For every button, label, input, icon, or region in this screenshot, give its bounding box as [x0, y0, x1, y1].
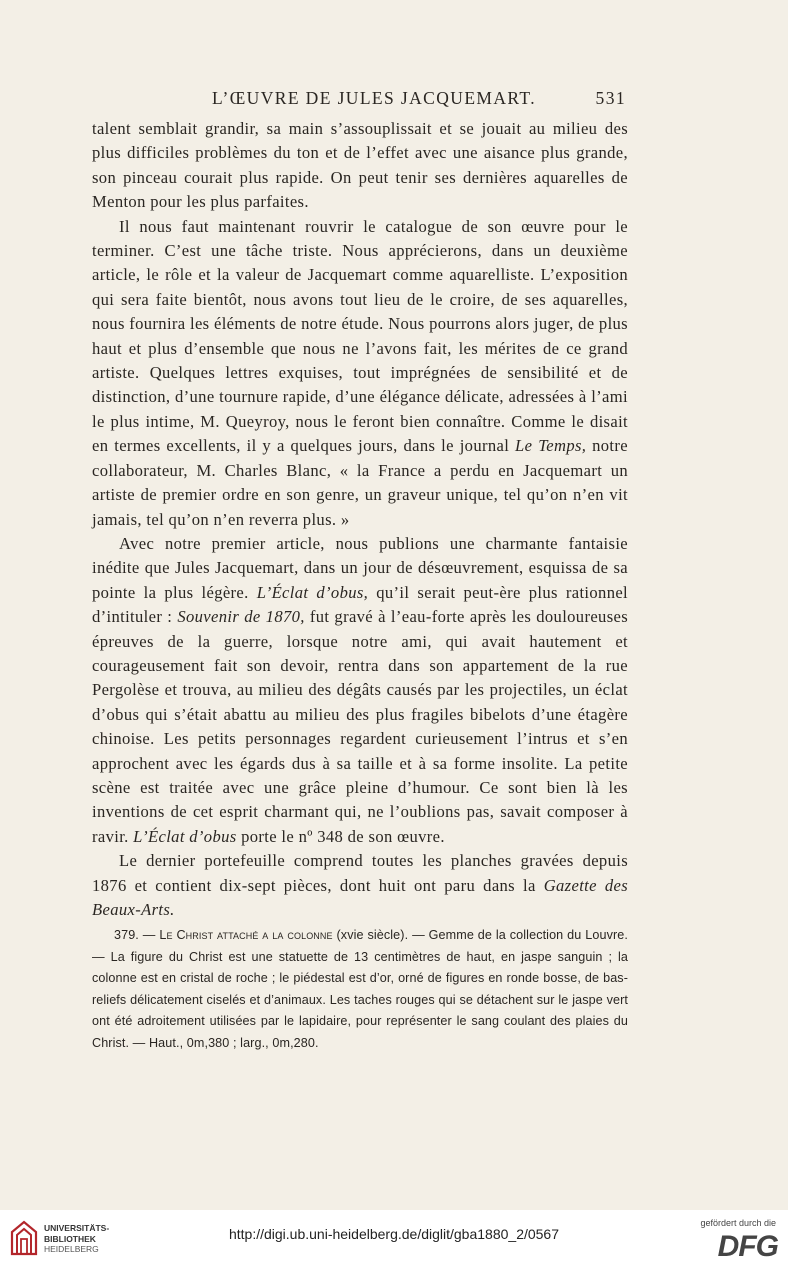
gazette-title: Gazette des Beaux-Arts. [92, 875, 629, 919]
footnote [92, 925, 628, 1055]
running-title: L’ŒUVRE DE JULES JACQUEMART. [212, 88, 536, 108]
body-text [92, 117, 628, 922]
dfg-logo[interactable]: DFG [717, 1230, 778, 1263]
permalink-url[interactable]: http://digi.ub.uni-heidelberg.de/diglit/gba1880_2/0567 [228, 1226, 560, 1242]
journal-title: Le Temps, [515, 436, 587, 456]
sponsor-label: gefördert durch die [700, 1218, 776, 1228]
footnote-title: Le Christ attaché a la colonne [159, 928, 333, 942]
library-name[interactable]: UNIVERSITÄTS- BIBLIOTHEK HEIDELBERG [44, 1223, 110, 1254]
paragraph-4: Le dernier portefeuille comprend toutes les planches gravées depuis 1876 et contient dix-sept pièces, dont huit ont paru dans la Gazette des Beaux-Arts. [92, 851, 629, 919]
page-header [92, 88, 628, 114]
artwork-title-repeat: L’Éclat d’obus [133, 826, 237, 846]
footnote-century: (xvie siècle). [336, 928, 409, 942]
digitization-footer [0, 1210, 788, 1265]
footnote-number: 379. — [114, 928, 156, 942]
footnote-text: — Gemme de la collection du Louvre. — La figure du Christ est une statuette de 13 centimètres de haut, en jaspe sanguin ; la colonne est en cristal de roche ; le piédestal est d’or, orné de figures en ronde bosse, de bas-reliefs délicatement ciselés et d’animaux. Les taches rouges qui se détachent sur le jaspe vert ont été adroitement utilisées par le lapidaire, pour représenter le sang coulant des plaies du Christ. — Haut., 0m,380 ; larg., 0m,280. [92, 928, 628, 1050]
paragraph-2: Il nous faut maintenant rouvrir le catalogue de son œuvre pour le terminer. C’est une tâche triste. Nous apprécierons, dans un deuxième article, le rôle et la valeur de Jacquemart comme aquarelliste. L’exposition qui sera faite bientôt, nous avons tout lieu de le croire, de ses aquarelles, nous fournira les éléments de notre étude. Nous pourrons alors juger, de plus haut et plus d’ensemble que nous ne l’avons fait, les mérites de ce grand artiste. Quelques lettres exquises, tout imprégnées de sensibilité et de distinction, d’une tournure rapide, d’une élégance délicate, adressées à l’ami le plus intime, M. Queyroy, nous le feront bien connaître. Comme le disait en termes excellents, il y a quelques jours, dans le journal Le Temps, notre collaborateur, M. Charles Blanc, « la France a perdu en Jacquemart un artiste de premier ordre en son genre, un graveur unique, tel qu’on n’en vit jamais, tel qu’on n’en reverra plus. » [92, 216, 628, 529]
paragraph-3: Avec notre premier article, nous publions une charmante fantaisie inédite que Jules Jacquemart, dans un jour de désœuvrement, esquissa de sa pointe la plus légère. L’Éclat d’obus, qu’il serait peut-ère plus rationnel d’intituler : Souvenir de 1870, fut gravé à l’eau-forte après les douloureuses épreuves de la guerre, lorsque notre ami, qui avait hautement et courageusement fait son devoir, rentra dans son appartement de la rue Pergolèse et trouva, au milieu des dégâts causés par les projectiles, un éclat d’obus qui s’était abattu au milieu des plus fragiles bibelots d’une étagère chinoise. Les petits personnages regardent curieusement l’intrus et s’en approchent avec les égards dus à sa taille et à sa forme insolite. La petite scène est traitée avec une grâce pleine d’humour. Ce sont bien là les inventions de cet esprit charmant qui, ne l’oublions pas, savait composer à ravir. L’Éclat d’obus porte le nº 348 de son œuvre. [92, 533, 629, 846]
artwork-title: L’Éclat d’obus, [256, 582, 369, 602]
page-number: 531 [595, 88, 626, 108]
paragraph-1: talent semblait grandir, sa main s’assouplissait et se jouait au milieu des plus difficiles problèmes du ton et de l’effet avec une aisance plus grande, son pinceau courait plus rapide. On peut tenir ses dernières aquarelles de Menton pour les plus parfaites. [92, 119, 628, 212]
artwork-alt-title: Souvenir de 1870, [177, 607, 305, 627]
